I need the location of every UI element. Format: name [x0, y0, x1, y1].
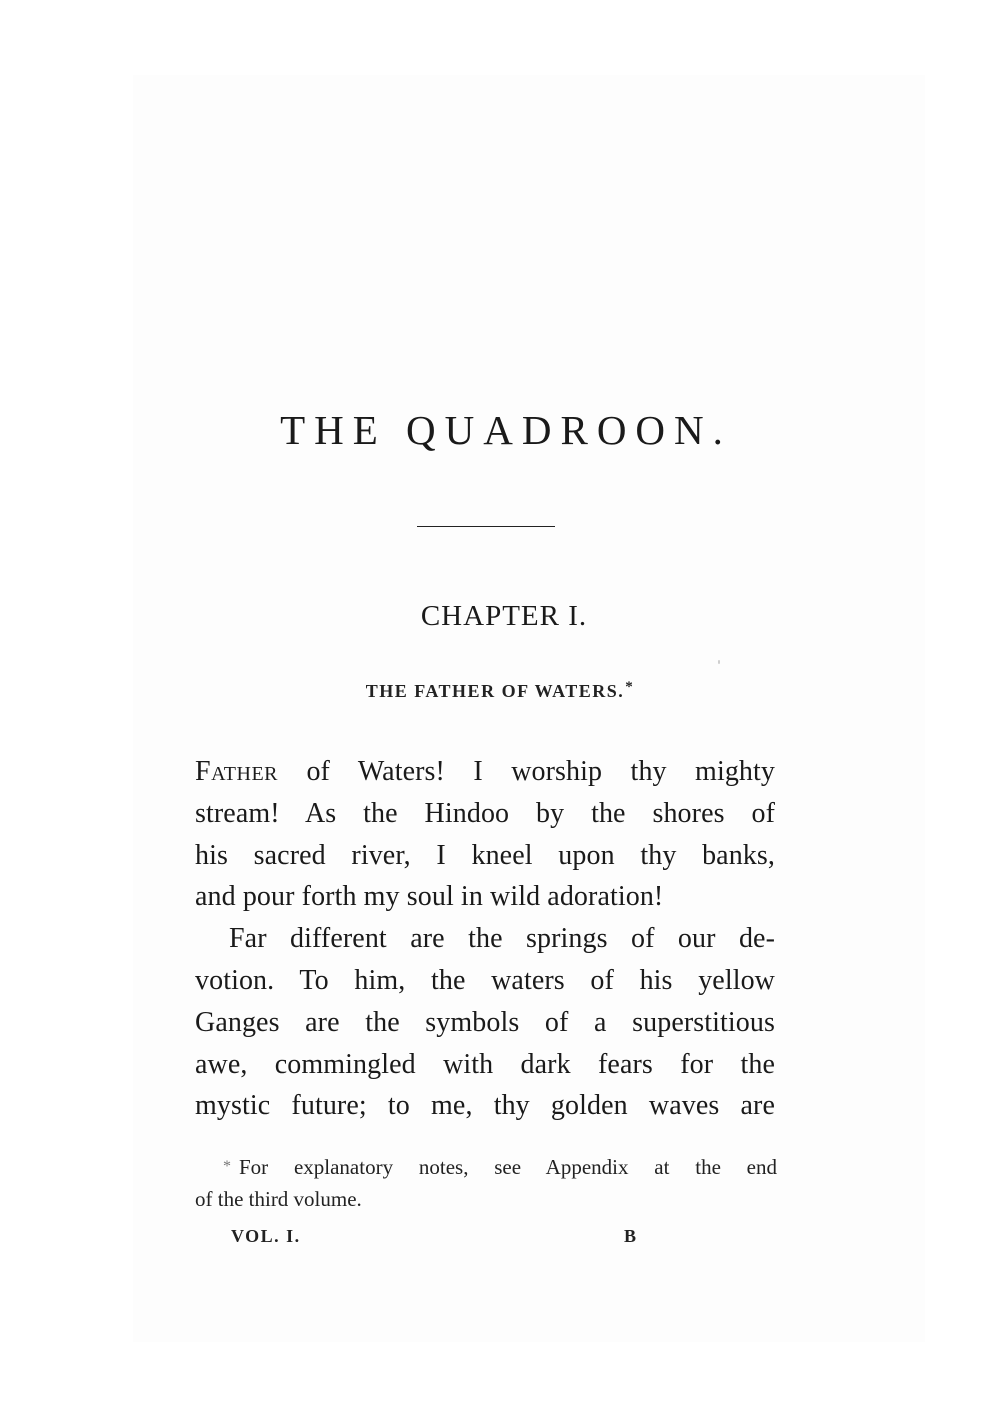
footnote-line: [195, 1151, 777, 1183]
text-line: [195, 751, 775, 793]
title-divider-rule: [417, 526, 555, 527]
chapter-subtitle: [0, 679, 1000, 703]
text-line: awe, commingled with dark fears for the: [195, 1048, 775, 1080]
text-line-rest: of Waters! I worship thy mighty: [278, 756, 775, 787]
chapter-body-text: [195, 751, 775, 1127]
chapter-subtitle-text: THE FATHER OF WATERS.: [365, 681, 625, 701]
lead-word-smallcaps: Father: [195, 756, 279, 787]
text-line: Far different are the springs of our de-: [229, 923, 775, 955]
signature-line: [231, 1226, 651, 1252]
footnote-line-text: For explanatory notes, see Appendix at the end: [239, 1155, 777, 1179]
text-line: votion. To him, the waters of his yellow: [195, 964, 775, 996]
text-line: mystic future; to me, thy golden waves are: [195, 1090, 775, 1122]
chapter-heading: CHAPTER I.: [420, 600, 588, 632]
book-title: THE QUADROON.: [280, 407, 732, 453]
paragraph-1: [195, 751, 775, 918]
footnote: [195, 1151, 777, 1215]
text-line: Ganges are the symbols of a superstitious: [195, 1006, 775, 1038]
footnote-reference-mark: *: [625, 679, 635, 695]
text-line: his sacred river, I kneel upon thy banks,: [195, 839, 775, 871]
footnote-line: of the third volume.: [195, 1187, 362, 1211]
gathering-signature-mark: B: [624, 1226, 638, 1246]
paragraph-2: [195, 918, 775, 1127]
text-line: and pour forth my soul in wild adoration!: [195, 881, 664, 913]
footnote-asterisk-icon: *: [223, 1158, 231, 1175]
volume-marker: VOL. I.: [231, 1226, 301, 1246]
text-line: stream! As the Hindoo by the shores of: [195, 797, 775, 829]
paper-speck: [718, 660, 720, 664]
